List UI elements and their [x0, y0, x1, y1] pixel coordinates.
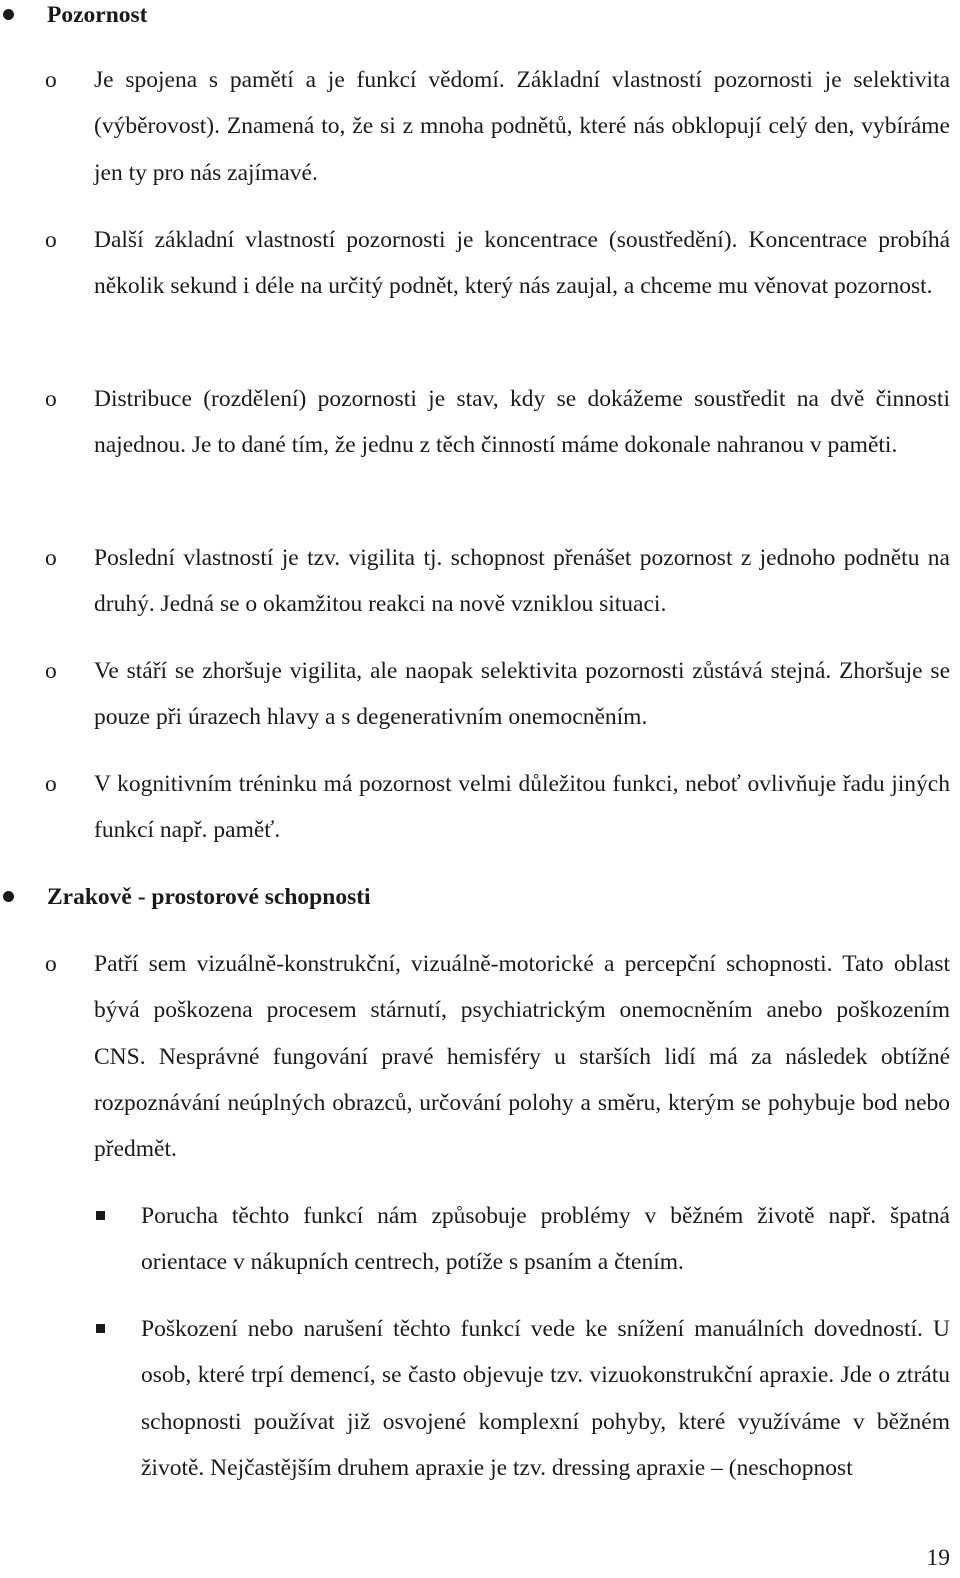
list-item-text: Patří sem vizuálně-konstrukční, vizuálně-motorické a percepční schopnosti. Tato oblast bývá poškozena procesem stárnutí, psychiatrickým onemocněním anebo poškozením CNS. Nesprávné fungování pravé hemisféry u starších lidí má za následek obtížné rozpoznávání neúplných obrazců, určování polohy a směru, kterým se pohybuje bod nebo předmět.	[94, 951, 950, 1163]
bullet-icon	[3, 891, 14, 902]
square-bullet-icon	[96, 1211, 105, 1220]
list-item-text: Další základní vlastností pozornosti je koncentrace (soustředění). Koncentrace probíhá několik sekund i déle na určitý podnět, který nás zaujal, a chceme mu věnovat pozornost.	[94, 227, 950, 300]
sub-list-item-text: Porucha těchto funkcí nám způsobuje problémy v běžném životě např. špatná orientace v nákupních centrech, potíže s psaním a čtením.	[141, 1203, 950, 1276]
heading-text: Pozornost	[47, 2, 148, 28]
list-item-text: V kognitivním tréninku má pozornost velmi důležitou funkci, neboť ovlivňuje řadu jiných funkcí např. paměť.	[94, 771, 950, 844]
circle-bullet-icon: o	[45, 67, 57, 93]
circle-bullet-icon: o	[45, 545, 57, 571]
list-item-text: Je spojena s pamětí a je funkcí vědomí. Základní vlastností pozornosti je selektivita (výběrovost). Znamená to, že si z mnoha podnětů, které nás obklopují celý den, vybíráme jen ty pro nás zajímavé.	[94, 67, 950, 186]
circle-bullet-icon: o	[45, 658, 57, 684]
square-bullet-icon	[96, 1324, 105, 1333]
circle-bullet-icon: o	[45, 771, 57, 797]
list-item-text: Poslední vlastností je tzv. vigilita tj. schopnost přenášet pozornost z jednoho podnětu na druhý. Jedná se o okamžitou reakci na nově vzniklou situaci.	[94, 545, 950, 618]
circle-bullet-icon: o	[45, 227, 57, 253]
list-item-text: Distribuce (rozdělení) pozornosti je stav, kdy se dokážeme soustředit na dvě činnosti najednou. Je to dané tím, že jednu z těch činností máme dokonale nahranou v paměti.	[94, 386, 950, 459]
page-number: 19	[926, 1545, 950, 1571]
heading-text: Zrakově - prostorové schopnosti	[47, 884, 371, 910]
bullet-icon	[3, 9, 14, 20]
circle-bullet-icon: o	[45, 951, 57, 977]
sub-list-item-text: Poškození nebo narušení těchto funkcí vede ke snížení manuálních dovedností. U osob, které trpí demencí, se často objevuje tzv. vizuokonstrukční apraxie. Jde o ztrátu schopnosti používat již osvojené komplexní pohyby, které využíváme v běžném životě. Nejčastějším druhem apraxie je tzv. dressing apraxie – (neschopnost	[141, 1316, 950, 1481]
list-item-text: Ve stáří se zhoršuje vigilita, ale naopak selektivita pozornosti zůstává stejná. Zhoršuje se pouze při úrazech hlavy a s degenerativním onemocněním.	[94, 658, 950, 731]
circle-bullet-icon: o	[45, 386, 57, 412]
